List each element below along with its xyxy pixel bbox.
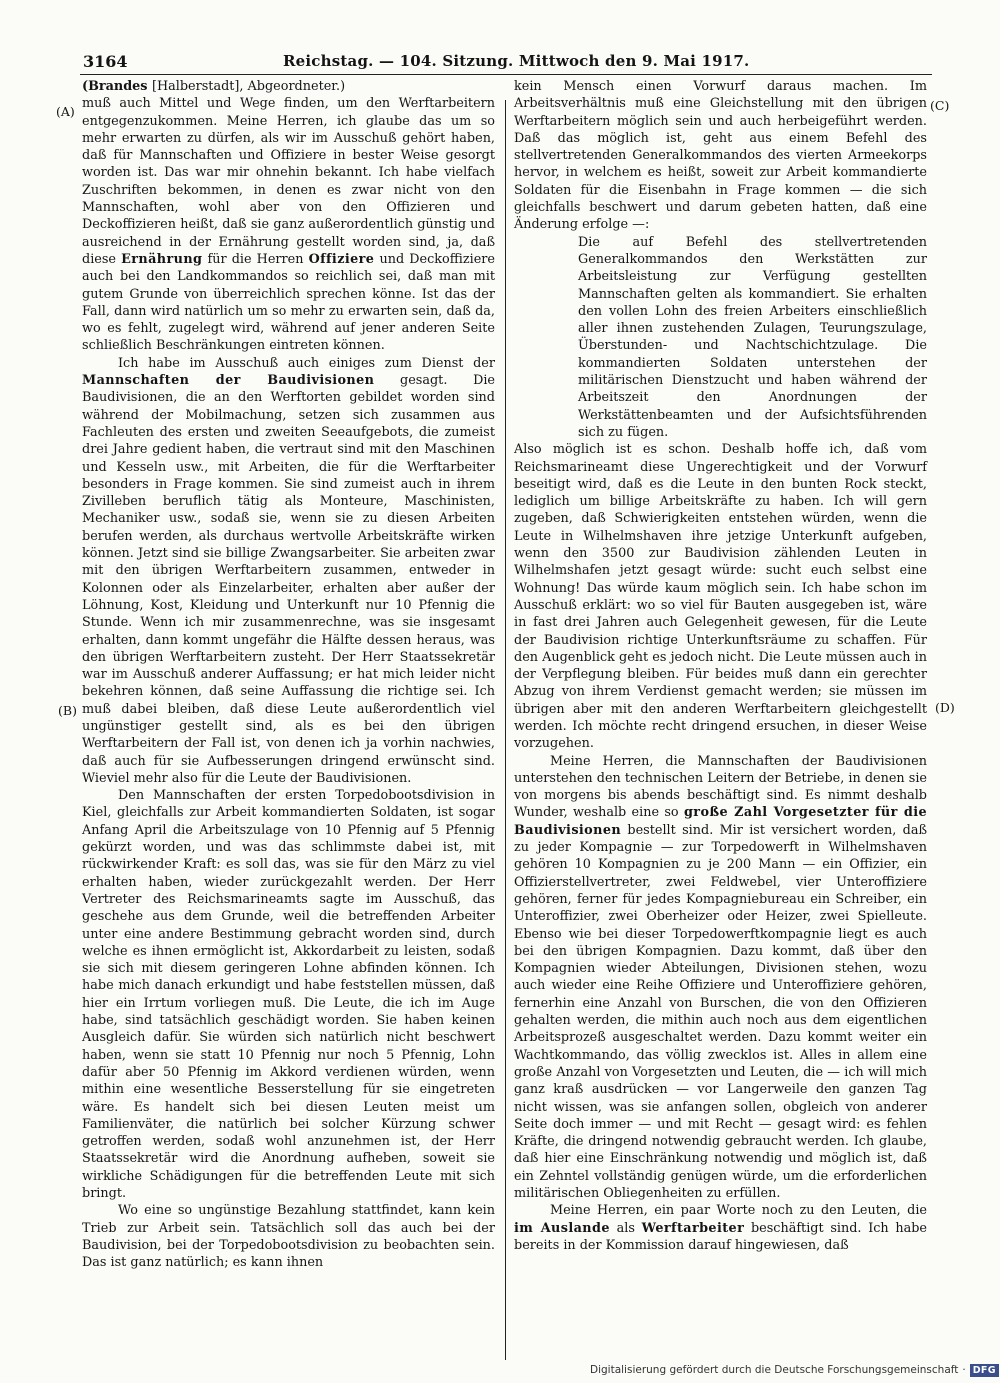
speaker-attribution: (Brandes [Halberstadt], Abgeordneter.) [82,79,346,94]
speaker-name: Brandes [88,79,148,94]
margin-mark-b: (B) [58,703,77,718]
page-header [0,0,1000,78]
emphasis-term: Offiziere [308,251,375,267]
paragraph: Den Mannschaften der ersten Torpedobootsdivision in Kiel, gleichfalls zur Arbeit kommandierten Soldaten, ist sogar Anfang April die Arbeitszulage von 10 Pfennig auf 5 Pfennig gekürzt worden, und was das schlimmste dabei ist, mit rückwirkender Kraft: es soll das, was sie für den März zu viel erhalten haben, wieder zurückgezahlt werden. Der Herr Vertreter des Reichsmarineamts sagte im Ausschuß, das geschehe aus dem Grunde, weil die betreffenden Arbeiter unter eine andere Bestimmung gebracht worden sind, durch welche es ihnen ermöglicht ist, Akkordarbeit zu leisten, sodaß sie sich mit diesem geringeren Lohne abfinden können. Ich habe mich danach erkundigt und habe feststellen müssen, daß hier ein Irrtum vorliegen muß. Die Leute, die ich im Auge habe, sind tatsächlich geschädigt worden. Sie haben keinen Ausgleich dafür. Sie würden sich natürlich nicht beschwert haben, wenn sie statt 10 Pfennig nur noch 5 Pfennig, Lohn dafür aber 50 Pfennig im Akkord verdienen würden, wenn mithin eine wesentliche Besserstellung für sie eingetreten wäre. Es handelt sich bei diesen Leuten meist um Familienväter, die natürlich bei solcher Kürzung schwer getroffen werden, sodaß wohl anzunehmen ist, der Herr Staatssekretär wird die Anordnung aufheben, soweit sie wirkliche Schädigungen für die betreffenden Leute mit sich bringt. [82,788,495,1201]
emphasis-term: große Zahl Vorgesetzter für die Baudivisionen [514,805,927,838]
margin-mark-a: (A) [56,104,75,119]
paragraph: Meine Herren, die Mannschaften der Baudivisionen unterstehen den technischen Leitern der Betriebe, in denen sie von morgens bis abends beschäftigt sind. Es nimmt deshalb Wunder, weshalb eine so große Zahl Vorgesetzter für die Baudivisionen bestellt sind. Mir ist versichert worden, daß zu jeder Kompagnie — zur Torpedowerft in Wilhelmshaven gehören 10 Kompagnien zu je 200 Mann — ein Offizier, ein Offizierstellvertreter, zwei Feldwebel, vier Unteroffiziere gehören, ferner für jedes Kompagniebureau ein Schreiber, ein Unteroffizier, zwei Oberheizer oder Heizer, zwei Spielleute. Ebenso wie bei dieser Torpedowerftkompagnie liegt es auch bei den übrigen Kompagnien. Dazu kommt, daß über den Kompagnien wieder Abteilungen, Divisionen stehen, wozu auch wieder eine Reihe Offiziere und Unteroffiziere gehören, fernerhin eine Anzahl von Burschen, die von den Offizieren gehalten werden, die mithin auch noch aus dem eigentlichen Arbeitsprozeß ausgeschaltet werden. Dazu kommt weiter ein Wachtkommando, das völlig zwecklos ist. Alles in allem eine große Anzahl von Vorgesetzten und Leuten, die — ich will mich ganz kraß ausdrücken — vor Langerweile den ganzen Tag nicht wissen, was sie anfangen sollen, obgleich von anderer Seite doch immer — und mit Recht — gesagt wird: es fehlen Kräfte, die dringend notwendig gebraucht werden. Ich glaube, daß hier eine Einschränkung notwendig und möglich ist, daß ein Zehntel vollständig genügen würde, um die erforderlichen militärischen Obliegenheiten zu erfüllen. [514,753,927,1201]
paragraph: muß auch Mittel und Wege finden, um den Werftarbeitern entgegenzukommen. Meine Herren, ich glaube das um so mehr erwarten zu dürfen, als wir im Ausschuß gehört haben, daß für Mannschaften und Offiziere in bester Weise gesorgt worden ist. Das war mir ohnehin bekannt. Ich habe vielfach Zuschriften bekommen, in denen es zwar nicht von den Mannschaften, wohl aber von den Offizieren und Deckoffizieren heißt, daß sie ganz außerordentlich günstig und ausreichend in der Ernährung gestellt worden sind, ja, daß diese Ernährung für die Herren Offiziere und Deckoffiziere auch bei den Landkommandos so reichlich sei, daß man mit gutem Grunde von überreichlich sprechen könne. Ist das der Fall, dann wird natürlich um so mehr zu erwarten sein, daß da, wo es fehlt, zugelegt wird, während auf jener anderen Seite schließlich Beschränkungen eintreten können. [82,96,495,354]
footer-credit [590,1360,995,1380]
header-rule [80,74,932,75]
paragraph: kein Mensch einen Vorwurf daraus machen. Im Arbeitsverhältnis muß eine Gleichstellung mit den übrigen Werftarbeitern möglich sein und auch herbeigeführt werden. Daß das möglich ist, geht aus einem Befehl des stellvertretenden Generalkommandos des vierten Armeekorps hervor, in welchem es heißt, soweit zur Arbeit kommandierte Soldaten für die Eisenbahn in Frage kommen — die sich gleichfalls beschwert und darum gebeten hatten, daß eine Änderung erfolge —: [514,79,927,233]
dfg-logo: DFG [970,1364,999,1377]
margin-mark-d: (D) [935,700,955,715]
separator-dot: · [962,1364,966,1376]
column-divider [505,100,506,1360]
funding-credit-text: Digitalisierung gefördert durch die Deutsche Forschungsgemeinschaft [590,1364,959,1376]
right-column [514,78,927,1254]
emphasis-term: Ernährung [121,251,203,267]
block-quote: Die auf Befehl des stellvertretenden Generalkommandos den Werkstätten zur Arbeitsleistung zur Verfügung gestellten Mannschaften gelten als kommandiert. Sie erhalten den vollen Lohn des freien Arbeiters einschließlich aller ihnen zustehenden Zulagen, Teurungszulage, Überstunden- und Nachtschichtzulage. Die kommandierten Soldaten unterstehen der militärischen Dienstzucht und haben während der Arbeitszeit den Anordnungen der Werkstättenbeamten und der Aufsichtsführenden sich zu fügen. [578,234,927,440]
paragraph: Meine Herren, ein paar Worte noch zu den Leuten, die im Auslande als Werftarbeiter beschäftigt sind. Ich habe bereits in der Kommission darauf hingewiesen, daß [514,1203,928,1253]
speaker-detail: [Halberstadt], Abgeordneter.) [151,79,346,94]
paragraph: Ich habe im Ausschuß auch einiges zum Dienst der Mannschaften der Baudivisionen gesagt. Die Baudivisionen, die an den Werftorten gebildet worden sind während der Mobilmachung, setzen sich zusammen aus Fachleuten des ersten und zweiten Seeaufgebots, die zumeist drei Jahre gedient haben, die vertraut sind mit den Maschinen und Kesseln usw., mit Arbeiten, die für die Werftarbeiter besonders in Frage kommen. Sie sind zumeist auch in ihrem Zivilleben beruflich tätig als Monteure, Maschinisten, Mechaniker usw., sodaß sie, wenn sie zu diesen Arbeiten berufen werden, als durchaus wertvolle Arbeitskräfte wirken können. Jetzt sind sie billige Zwangsarbeiter. Sie arbeiten zwar mit den übrigen Werftarbeitern zusammen, entweder in Kolonnen oder als Einzelarbeiter, erhalten aber außer der Löhnung, Kost, Kleidung und Unterkunft nur 10 Pfennig die Stunde. Wenn ich mir zusammenrechne, was sie insgesamt erhalten, dann kommt ungefähr die Hälfte dessen heraus, was den übrigen Werftarbeitern zusteht. Der Herr Staatssekretär war im Ausschuß anderer Auffassung; er hat mich leider nicht bekehren können, daß seine Auffassung die richtige sei. Ich muß dabei bleiben, daß diese Leute außerordentlich viel ungünstiger gestellt sind, als es bei den übrigen Werftarbeitern der Fall ist, von denen ich ja vorhin nachwies, daß auch für sie Aufbesserungen dringend erwünscht sind. Wieviel mehr also für die Leute der Baudivisionen. [82,355,495,786]
paragraph: Also möglich ist es schon. Deshalb hoffe ich, daß vom Reichsmarineamt diese Ungerechtigkeit und der Vorwurf beseitigt wird, daß es die Leute in den bunten Rock steckt, lediglich um billige Arbeitskräfte zu haben. Ich will gern zugeben, daß Schwierigkeiten entstehen würden, wenn die Leute in Wilhelmshaven ihre jetzige Unterkunft aufgeben, wenn den 3500 zur Baudivision zählenden Leuten in Wilhelmshafen jetzt gesagt würde: sucht euch selbst eine Wohnung! Das würde kaum möglich sein. Ich habe schon im Ausschuß erklärt: wo so viel für Bauten ausgegeben ist, wäre in fast drei Jahren auch Gelegenheit gewesen, für die Leute der Baudivision richtige Unterkunftsräume zu schaffen. Für den Augenblick geht es jedoch nicht. Die Leute müssen auch in der Verpflegung bleiben. Für beides muß dann ein gerechter Abzug von ihrem Verdienst gemacht werden; sie müssen im übrigen aber mit den anderen Werftarbeitern gleichgestellt werden. Ich möchte recht dringend ersuchen, in dieser Weise vorzugehen. [514,442,927,752]
running-title: Reichstag. — 104. Sitzung. Mittwoch den 9. Mai 1917. [283,52,750,70]
margin-mark-c: (C) [930,98,950,113]
paragraph: Wo eine so ungünstige Bezahlung stattfindet, kann kein Trieb zur Arbeit sein. Tatsächlich soll das auch bei der Baudivision, bei der Torpedobootsdivision zu beobachten sein. Das ist ganz natürlich; es kann ihnen [82,1203,495,1271]
emphasis-term: Mannschaften der Baudivisionen [82,373,375,389]
emphasis-term: im Auslande [514,1220,610,1236]
emphasis-term: Werftarbeiter [641,1220,745,1236]
page-number: 3164 [83,52,128,71]
left-column [82,78,495,1271]
